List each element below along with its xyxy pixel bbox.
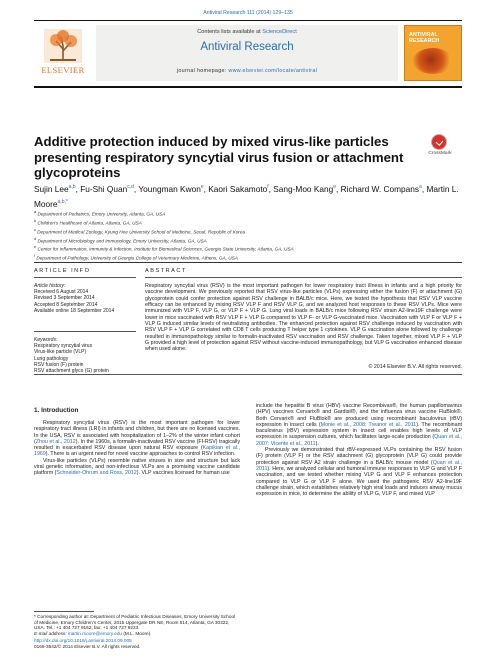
citation-link[interactable]: Quan et al., 2011 xyxy=(256,459,463,472)
text-run: ). In the 1960s, a formalin-inactivated RSV vaccine (FI-RSV) tragically resulted in exacerbated RSV disease upon natural RSV exposure ( xyxy=(34,438,240,452)
issn-copyright: 0166-3542/© 2014 Elsevier B.V. All rights reserved. xyxy=(34,643,141,649)
homepage-link[interactable]: www.elsevier.com/locate/antiviral xyxy=(228,68,318,74)
abstract-end-rule xyxy=(34,374,462,375)
author-list: Sujin Lee$^{a,b}$, Fu-Shi Quan$^{c,d}$, Youngman Kwon$^e$, Kaori Sakamoto$^f$, Sang-Moo Kang$^e$, Richard W. Compans$^a$, Martin L. Moore$^{a,b,*}$ xyxy=(34,183,459,209)
author-affiliation-marker[interactable]: c,d xyxy=(127,184,134,190)
affiliation-marker: e xyxy=(34,244,37,250)
text-run: ). xyxy=(315,440,319,447)
affiliation-text: Department of Pediatrics, Emory University, Atlanta, GA, USA xyxy=(36,211,166,217)
journal-homepage xyxy=(96,68,398,74)
sciencedirect-link[interactable]: ScienceDirect xyxy=(262,29,297,35)
section-divider xyxy=(34,262,462,263)
email-suffix: (M.L. Moore). xyxy=(122,630,152,636)
citation-link[interactable]: Kapikian et al., 1969 xyxy=(34,445,240,458)
keyword-item: RSV fusion (F) protein xyxy=(34,361,84,368)
author-name[interactable]: Kaori Sakamoto xyxy=(208,183,268,194)
contents-line xyxy=(96,29,398,35)
article-title: Additive protection induced by mixed virus-like particles presenting respiratory syncytial virus fusion or attachment glycoproteins xyxy=(34,134,404,180)
abstract-text: Respiratory syncytial virus (RSV) is the most important pathogen for lower respiratory tract illness in infants and a high priority for vaccine development. We previously reported that RSV virus-like particles (VLPs) expressing either the fusion (F) or attachment (G) glycoprotein could confer protection against RSV challenge in BALB/c mice. Here, we tested the hypothesis that RSV VLP vaccine efficacy can be enhanced by mixing RSV VLP F and RSV VLP G, and we analyzed host responses to these RSV VLPs. Mice were immunized with VLP F, VLP G, or VLP F + VLP G. Lung viral loads in BALB/c mice following RSV strain A2-line19F challenge were lower in mice vaccinated with RSV VLP F + VLP G compared to VLP F- or VLP G-vaccinated mice. Vaccination with VLP F or VLP F + VLP G induced similar levels of neutralizing antibodies. The enhanced protection against RSV challenge induced by vaccination with RSV VLP F + VLP G correlated with CD8 T cells producing T helper type 1 cytokines. VLP G vaccination alone followed by challenge resulted in immunopathology similar to formalin-inactivated RSV vaccination and RSV challenge. Taken together, mixed VLP F + VLP G provided a high level of protection against RSV without vaccine-induced immunopathology, but VLP G vaccination enhanced disease when used alone. xyxy=(145,283,462,353)
cover-image xyxy=(413,48,453,74)
body-column-right xyxy=(256,403,462,497)
affiliation-item xyxy=(34,209,462,218)
text-run: include the hepatitis B virus (HBV) vaccine Recombivax®, the human papillomavirus (HPV) vaccines Cervarix® and Gardisil®, and the influenza virus vaccine FluBlok®. Both Cervarix® and FluBlok® are produced using recombinant baculovirus (rBV) expression in insect cells ( xyxy=(256,403,462,428)
affiliation-text: Department of Medical Zoology, Kyung Hee University School of Medicine, Seoul, Republic of Korea xyxy=(35,229,246,235)
text-run: ). The recombinant baculovirus (rBV) expression system in insect cell enables high levels of VLP expression in suspension cultures, which facilitates large-scale production ( xyxy=(256,421,462,441)
affiliation-item xyxy=(34,227,462,236)
paragraph xyxy=(256,447,462,497)
journal-masthead xyxy=(34,20,462,83)
contents-prefix: Contents lists available at xyxy=(197,29,263,35)
footnote-rule xyxy=(34,611,94,612)
paragraph xyxy=(256,403,462,447)
abstract-heading: ABSTRACT xyxy=(145,268,187,274)
crossmark-label: CrossMark xyxy=(428,151,452,156)
article-info-heading: ARTICLE INFO xyxy=(34,268,91,274)
history-online: Available online 18 September 2014 xyxy=(34,307,115,314)
author-affiliation-marker[interactable]: e xyxy=(333,184,337,190)
masthead-divider xyxy=(34,86,462,88)
history-accepted: Accepted 8 September 2014 xyxy=(34,301,98,308)
author-affiliation-marker[interactable]: a,b xyxy=(68,184,76,190)
keywords-rule xyxy=(34,331,136,332)
article-info-rule xyxy=(34,277,136,278)
text-run: ). VLP vaccines licensed for human use xyxy=(136,470,230,477)
article-history xyxy=(34,283,136,314)
author-name[interactable]: Sang-Moo Kang xyxy=(273,183,334,194)
affiliation-item xyxy=(34,218,462,227)
elsevier-tree-icon xyxy=(44,29,82,63)
elsevier-logo[interactable] xyxy=(34,25,92,81)
corresponding-author-footnote xyxy=(34,614,240,636)
keyword-item: Respiratory syncytial virus xyxy=(34,343,93,350)
citation-link[interactable]: Schneider-Ohrum and Ross, 2012 xyxy=(56,470,137,477)
text-run: ). There is an urgent need for novel vaccine approaches to control RSV infection. xyxy=(45,451,236,458)
affiliation-text: Department of Pathology, University of Georgia College of Veterinary Medicine, Athens, GA, USA xyxy=(35,255,238,261)
affiliation-list xyxy=(34,209,462,262)
journal-header-box xyxy=(96,25,398,81)
keyword-item: RSV attachment glyco (G) protein xyxy=(34,368,109,375)
history-received: Received 6 August 2014 xyxy=(34,289,89,296)
crossmark-icon xyxy=(431,134,447,150)
author-email-link[interactable]: martin.moore@emory.edu xyxy=(67,630,123,636)
paragraph xyxy=(34,420,240,458)
affiliation-item xyxy=(34,236,462,245)
author-name[interactable]: Martin L. Moore xyxy=(34,183,459,209)
affiliation-marker: f xyxy=(34,253,36,259)
keyword-item: Virus-like particle (VLP) xyxy=(34,349,87,356)
keyword-list xyxy=(34,337,136,374)
author-affiliation-marker[interactable]: a,b,* xyxy=(57,198,68,205)
history-revised: Revised 3 September 2014 xyxy=(34,295,95,302)
footnote-text: * Corresponding author at: Department of Pediatric Infectious Diseases, Emory University School of Medicine, Emory Children's Center, 2015 Uppergate DR NE, Room 514, Atlanta, GA 30322, USA. Tel.: +1 404 727 9162; fax: +1 404 727 9223. xyxy=(34,614,236,631)
body-column-left xyxy=(34,420,240,477)
doi-link[interactable]: http://dx.doi.org/10.1016/j.antiviral.2014.09.005 xyxy=(34,638,132,643)
affiliation-item xyxy=(34,244,462,253)
author-affiliation-marker[interactable]: a xyxy=(419,184,422,190)
keywords-label: Keywords: xyxy=(34,337,58,343)
journal-title[interactable]: Antiviral Research xyxy=(200,41,294,53)
cover-title: ANTIVIRAL RESEARCH xyxy=(409,32,440,44)
paragraph xyxy=(34,458,240,477)
citation-link[interactable]: Monie et al., 2008; Treanor et al., 2011 xyxy=(320,421,417,428)
affiliation-marker: c xyxy=(34,226,36,232)
article-identifiers xyxy=(34,638,240,650)
text-run: Virus-like particles (VLPs) resemble native viruses in size and structure but lack viral genetic information, and non-infectious VLPs are a promising vaccine candidate platform ( xyxy=(34,457,240,477)
citation-link[interactable]: Zhou et al., 2012 xyxy=(35,438,76,445)
abstract-rule xyxy=(145,277,462,278)
author-name[interactable]: Fu-Shi Quan xyxy=(80,183,128,194)
affiliation-marker: d xyxy=(34,235,37,241)
homepage-prefix: journal homepage: xyxy=(176,68,229,74)
footnote-email-line xyxy=(34,631,240,637)
affiliation-item xyxy=(34,253,462,262)
affiliation-text: Children's Healthcare of Atlanta, Atlanta, GA, USA xyxy=(36,220,142,226)
email-label: E-mail address: xyxy=(34,630,68,636)
text-run: Previously we demonstrated that rBV-expressed VLPs containing the RSV fusion (F) protein (VLP F) or the RSV attachment (G) glycoprotein (VLP G) could provide protection against RSV A2 strain challenge in a BALB/c mouse model ( xyxy=(256,447,462,466)
author-name[interactable]: Sujin Lee xyxy=(34,183,69,194)
affiliation-marker: a xyxy=(34,209,37,214)
copyright-notice: © 2014 Elsevier B.V. All rights reserved. xyxy=(368,364,462,370)
publisher-name: ELSEVIER xyxy=(41,65,85,75)
crossmark-badge[interactable] xyxy=(420,134,460,162)
author-name[interactable]: Youngman Kwon xyxy=(138,183,201,194)
citation-link[interactable]: Quan et al., 2007; Vicente et al., 2011 xyxy=(256,434,463,447)
journal-cover-thumbnail[interactable] xyxy=(404,25,462,81)
keyword-item: Lung pathology xyxy=(34,355,69,362)
affiliation-text: Department of Microbiology and Immunology, Emory University, Atlanta, GA, USA xyxy=(36,238,207,244)
journal-citation[interactable]: Antiviral Research 111 (2014) 129–135 xyxy=(203,10,293,16)
author-affiliation-marker[interactable]: e xyxy=(200,184,204,190)
history-label: Article history: xyxy=(34,283,66,289)
introduction-heading: 1. Introduction xyxy=(34,407,79,414)
text-run: Respiratory syncytial virus (RSV) is the most important pathogen for lower respiratory tract illness (LRI) in infants and children, but there are no licensed vaccines. In the USA, RSV is associated with hospitalization of 1–2% of the winter infant cohort ( xyxy=(34,420,240,445)
affiliation-text: Center for Inflammation, Immunity & Infection, Institute for Biomedical Sciences, Georgia State University, Atlanta, GA, USA xyxy=(36,247,294,252)
author-name[interactable]: Richard W. Compans xyxy=(340,183,420,194)
author-affiliation-marker[interactable]: f xyxy=(267,184,269,190)
text-run: ). Here, we analyzed cellular and humoral immune responses to VLP G and VLP F vaccination, and we tested whether mixing VLP G and VLP F enhances protection compared to VLP G or VLP F alone. We used the pathogenic RSV A2-line19F challenge strain, which establishes relatively high viral loads and induces airway mucus expression in mice, to determine the ability of VLP G, VLP F, and mixed VLP xyxy=(256,465,462,498)
affiliation-marker: b xyxy=(34,217,37,223)
